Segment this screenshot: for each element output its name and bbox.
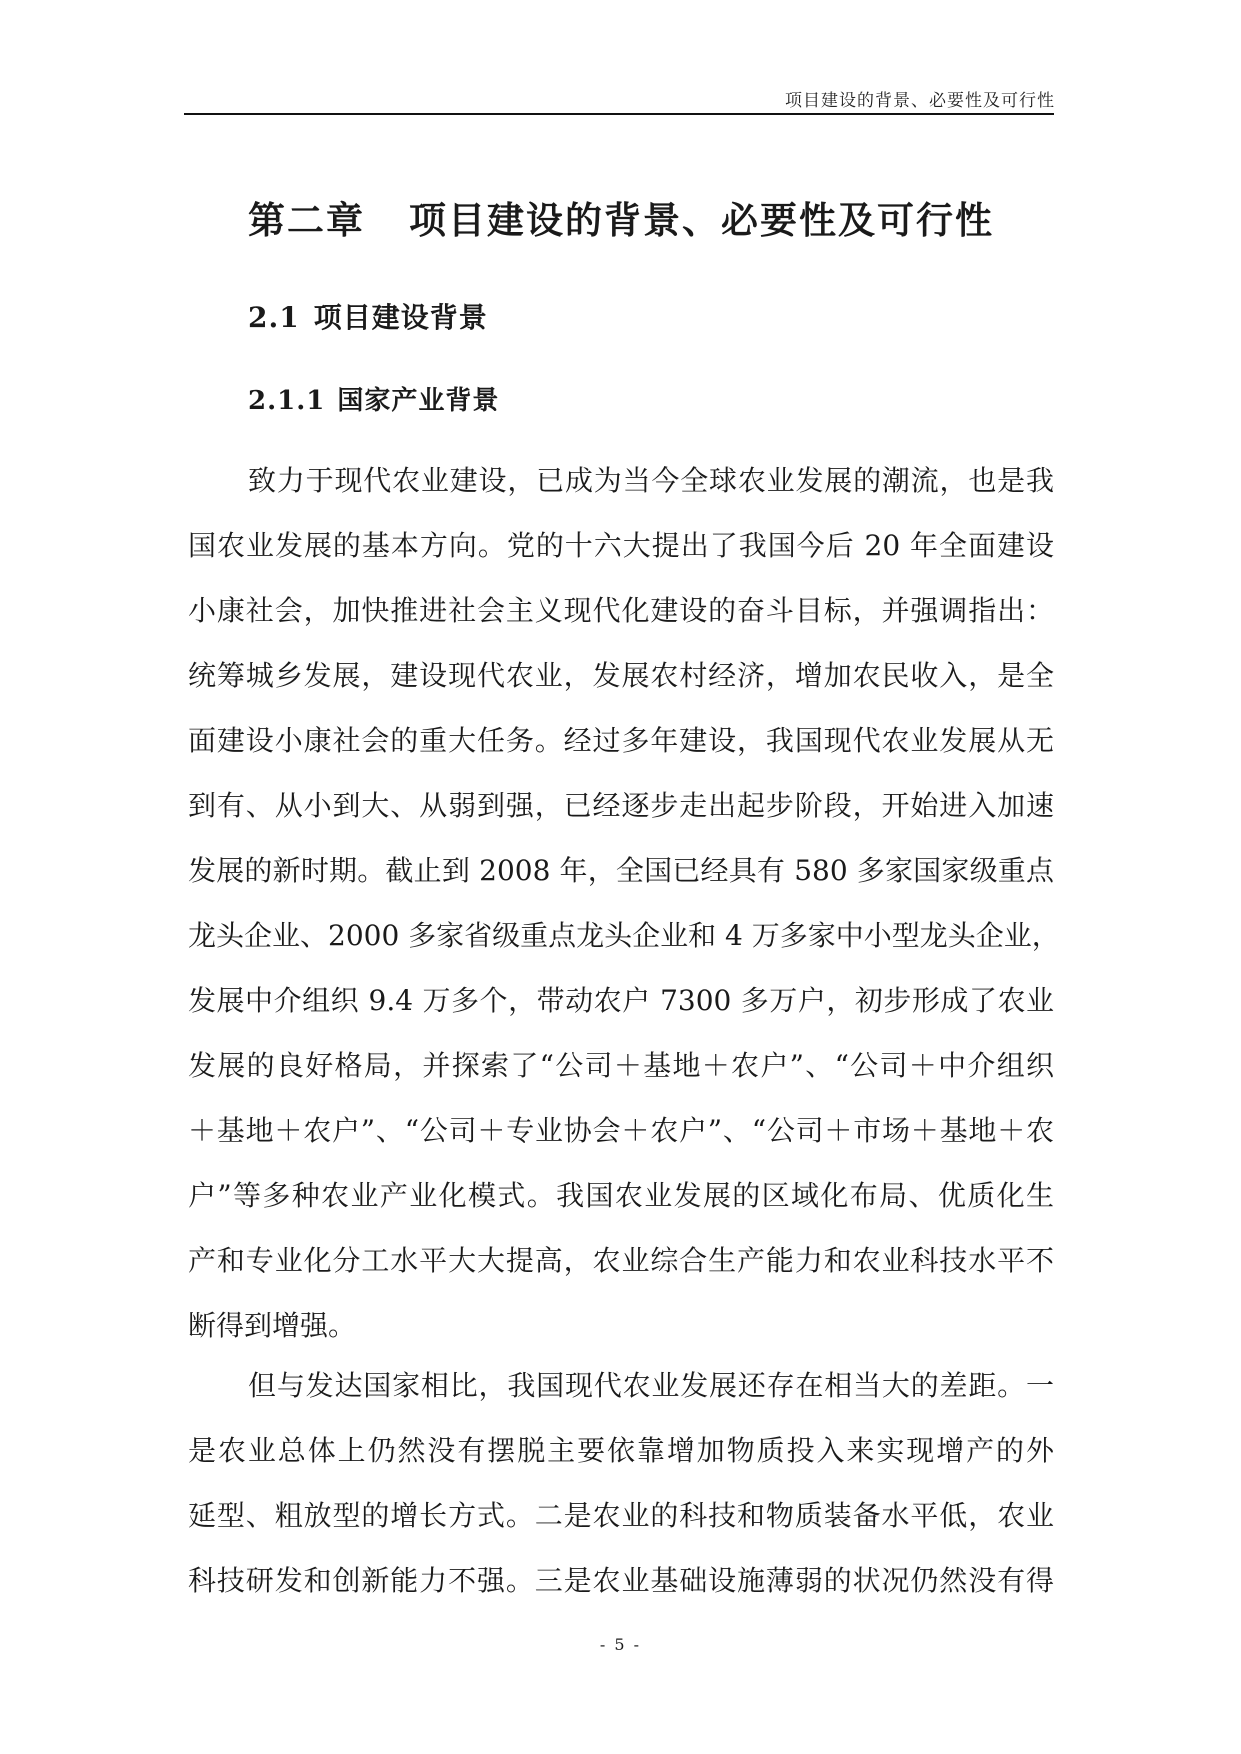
subsection-heading [248,380,499,417]
paragraph-line: 龙头企业、2000 多家省级重点龙头企业和 4 万多家中小型龙头企业， [188,919,1060,952]
page-number: - 5 - [599,1635,642,1654]
paragraph-line: 致力于现代农业建设，已成为当今全球农业发展的潮流，也是我 [248,464,1054,497]
paragraph-line: 户”等多种农业产业化模式。我国农业发展的区域化布局、优质化生 [188,1179,1054,1212]
subsection-title: 国家产业背景 [337,386,500,416]
header-rule [184,113,1054,115]
paragraph-line: 延型、粗放型的增长方式。二是农业的科技和物质装备水平低，农业 [188,1499,1054,1532]
section-title: 项目建设背景 [313,301,488,334]
paragraph-line: 发展的新时期。截止到 2008 年，全国已经具有 580 多家国家级重点 [188,854,1054,887]
paragraph-line: 但与发达国家相比，我国现代农业发展还存在相当大的差距。一 [248,1369,1054,1402]
section-number: 2.1 [248,301,300,334]
paragraph-line: 是农业总体上仍然没有摆脱主要依靠增加物质投入来实现增产的外 [188,1434,1054,1467]
chapter-label: 第二章 [248,198,365,242]
chapter-title [186,190,1056,244]
paragraph-line: 面建设小康社会的重大任务。经过多年建设，我国现代农业发展从无 [188,724,1054,757]
paragraph-line: 小康社会，加快推进社会主义现代化建设的奋斗目标，并强调指出： [188,594,1054,627]
paragraph-line: 发展中介组织 9.4 万多个，带动农户 7300 多万户，初步形成了农业 [188,984,1054,1017]
body-paragraph [188,448,1060,1358]
paragraph-line: 科技研发和创新能力不强。三是农业基础设施薄弱的状况仍然没有得 [188,1564,1054,1597]
body-paragraph [188,1353,1054,1613]
paragraph-line: 统筹城乡发展，建设现代农业，发展农村经济，增加农民收入，是全 [188,659,1054,692]
paragraph-line: 断得到增强。 [188,1309,357,1342]
paragraph-line: 产和专业化分工水平大大提高，农业综合生产能力和农业科技水平不 [188,1244,1054,1277]
paragraph-line: 到有、从小到大、从弱到强，已经逐步走出起步阶段，开始进入加速 [188,789,1054,822]
running-header: 项目建设的背景、必要性及可行性 [785,91,1055,111]
section-heading [248,296,488,336]
chapter-title-text: 项目建设的背景、必要性及可行性 [409,198,994,242]
subsection-number: 2.1.1 [248,386,326,416]
paragraph-line: 发展的良好格局，并探索了“公司＋基地＋农户”、“公司＋中介组织 [188,1049,1054,1082]
paragraph-line: ＋基地＋农户”、“公司＋专业协会＋农户”、“公司＋市场＋基地＋农 [188,1114,1054,1147]
paragraph-line: 国农业发展的基本方向。党的十六大提出了我国今后 20 年全面建设 [188,529,1054,562]
